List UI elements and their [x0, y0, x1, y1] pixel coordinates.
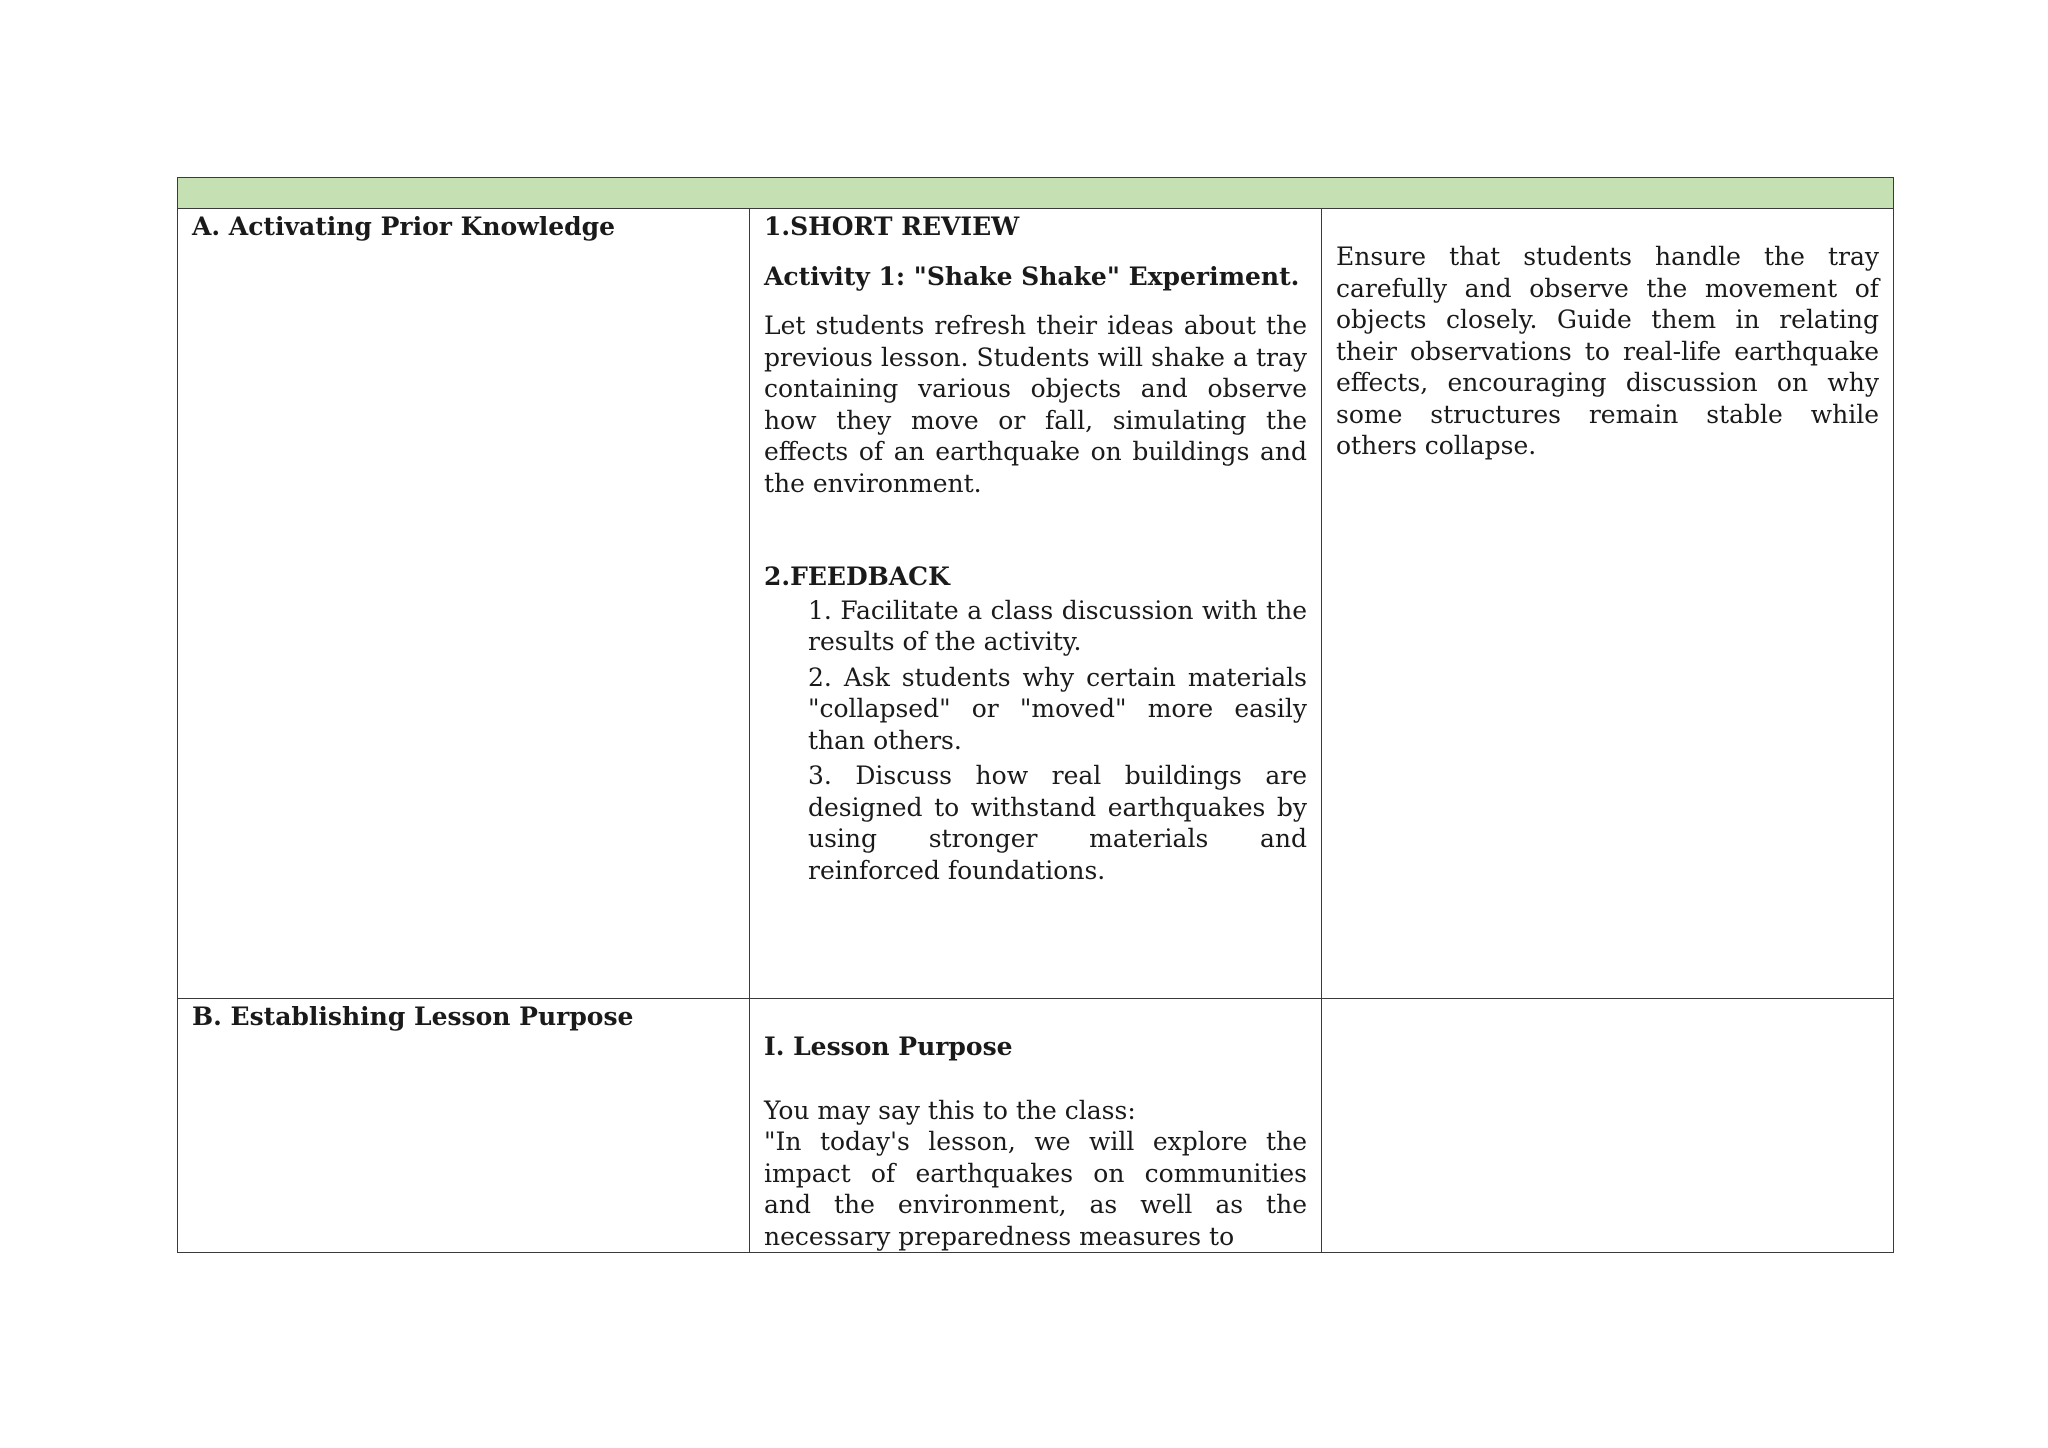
- row-a-label: A. Activating Prior Knowledge: [192, 212, 615, 241]
- row-a-label-cell: [178, 209, 750, 999]
- row-b-content-cell: [750, 999, 1322, 1253]
- table-row-activating-prior-knowledge: [178, 209, 1894, 999]
- header-band-cell: [178, 178, 1894, 209]
- lesson-purpose-quote: "In today's lesson, we will explore the impact of earthquakes on communities and the environment, as well as the necessary preparedness measures to: [764, 1127, 1307, 1251]
- feedback-title: 2.FEEDBACK: [764, 562, 950, 591]
- row-b-notes-cell: [1322, 999, 1894, 1253]
- row-a-notes: Ensure that students handle the tray carefully and observe the movement of objects closely. Guide them in relating their observations to real-life earthquake effects, encouraging discussion on why some structures remain stable while others collapse.: [1336, 242, 1879, 460]
- feedback-item: 2. Ask students why certain materials "collapsed" or "moved" more easily than others.: [808, 662, 1307, 755]
- feedback-item: 3. Discuss how real buildings are designed to withstand earthquakes by using stronger materials and reinforced foundations.: [808, 761, 1307, 885]
- lesson-purpose-title: I. Lesson Purpose: [764, 1032, 1013, 1061]
- row-b-label-cell: [178, 999, 750, 1253]
- feedback-item: 1. Facilitate a class discussion with the results of the activity.: [808, 595, 1307, 656]
- lesson-plan-table: [177, 177, 1894, 1253]
- activity-title: Activity 1: "Shake Shake" Experiment.: [764, 261, 1300, 291]
- feedback-list: [764, 595, 1307, 887]
- row-b-label: B. Establishing Lesson Purpose: [192, 1002, 634, 1031]
- table-header-band: [178, 178, 1894, 209]
- lesson-purpose-intro: You may say this to the class:: [764, 1095, 1136, 1125]
- row-a-notes-cell: [1322, 209, 1894, 999]
- row-a-content-cell: [750, 209, 1322, 999]
- table-row-establishing-lesson-purpose: [178, 999, 1894, 1253]
- short-review-title: 1.SHORT REVIEW: [764, 212, 1020, 241]
- activity-description: Let students refresh their ideas about the previous lesson. Students will shake a tray containing various objects and observe how they move or fall, simulating the effects of an earthquake on buildings and the environment.: [764, 311, 1307, 498]
